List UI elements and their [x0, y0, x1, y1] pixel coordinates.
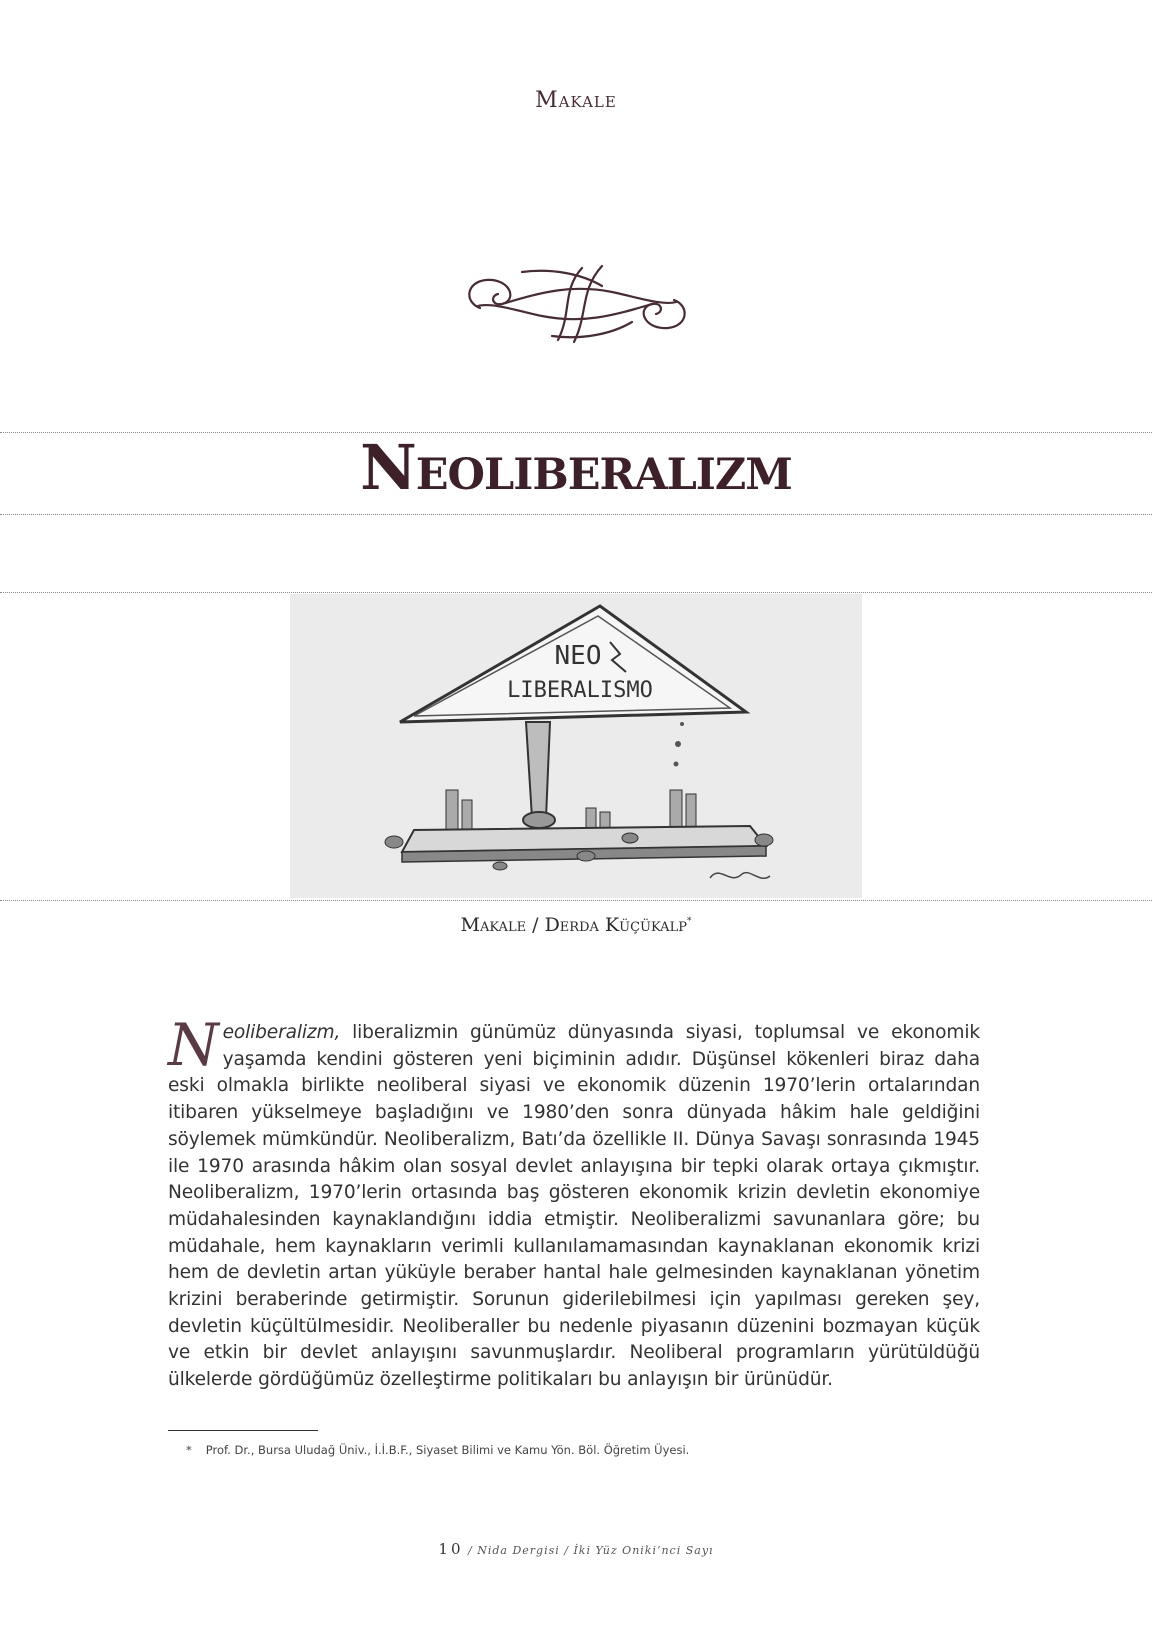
cartoon-bottom-rule	[0, 900, 1152, 901]
lead-italic-term: eoliberalizm,	[222, 1022, 341, 1043]
flourish-ornament-icon	[462, 262, 692, 346]
page-footer	[0, 1540, 1152, 1558]
footnote-marker: *	[186, 1443, 192, 1457]
page-title: Neoliberalizm	[360, 431, 792, 504]
drop-cap: N	[168, 1011, 219, 1079]
footnote-rule	[168, 1430, 318, 1431]
byline-author: Derda Küçükalp	[544, 914, 687, 936]
byline-footnote-marker: *	[686, 916, 692, 927]
body-paragraph: liberalizmin günümüz dünyasında siyasi, toplumsal ve ekonomik yaşamda kendini gösteren yeni biçiminin adıdır. Düşünsel kökenleri biraz daha eski olmakla birlikte neoliberal siyasi ve ekonomik düzenin 1970’lerin ortalarından itibaren yükselmeye başladığını ve 1980’den sonra dünyada hâkim hale geldiğini söylemek mümkündür. Neoliberalizm, Batı’da özellikle II. Dünya Savaşı sonrasında 1945 ile 1970 arasında hâkim olan sosyal devlet anlayışına bir tepki olarak ortaya çıkmıştır. Neoliberalizm, 1970’lerin ortasında baş gösteren ekonomik krizin devletin ekonomiye müdahalesinden kaynaklandığını iddia etmiştir. Neoliberalizmi savunanlara göre; bu müdahale, hem kaynakların verimli kullanılamamasından kaynaklanan ekonomik krizi hem de devletin artan yüküyle beraber hantal hale gelmesinden kaynaklanan yönetim krizini beraberinde getirmiştir. Sorunun giderilebilmesi için yapılması gereken şey, devletin küçültülmesidir. Neoliberaller bu nedenle piyasanın düzenini bozmayan küçük ve etkin bir devlet anlayışını savunmuşlardır. Neoliberal programların yürütüldüğü ülkelerde gördüğümüz özelleştirme politikaları bu anlayışın bir ürünüdür.	[168, 1022, 980, 1391]
section-label: Makale	[535, 88, 617, 113]
article-body	[168, 1011, 980, 1394]
publication-name: / Nida Dergisi / İki Yüz Oniki’nci Sayı	[463, 1544, 714, 1557]
page-number: 10	[438, 1540, 464, 1558]
footnote-text: Prof. Dr., Bursa Uludağ Üniv., İ.İ.B.F., Siyaset Bilimi ve Kamu Yön. Böl. Öğretim Üyesi.	[205, 1443, 690, 1457]
editorial-cartoon	[290, 594, 862, 898]
byline	[0, 914, 1152, 936]
byline-separator: /	[532, 914, 539, 936]
pediment-text-line1: NEO	[554, 641, 602, 671]
byline-category: Makale	[460, 914, 527, 936]
cartoon-top-rule	[0, 592, 1152, 593]
pediment-text-line2: LIBERALISMO	[507, 678, 653, 703]
title-bottom-rule	[0, 514, 1152, 515]
footnote	[186, 1443, 689, 1457]
